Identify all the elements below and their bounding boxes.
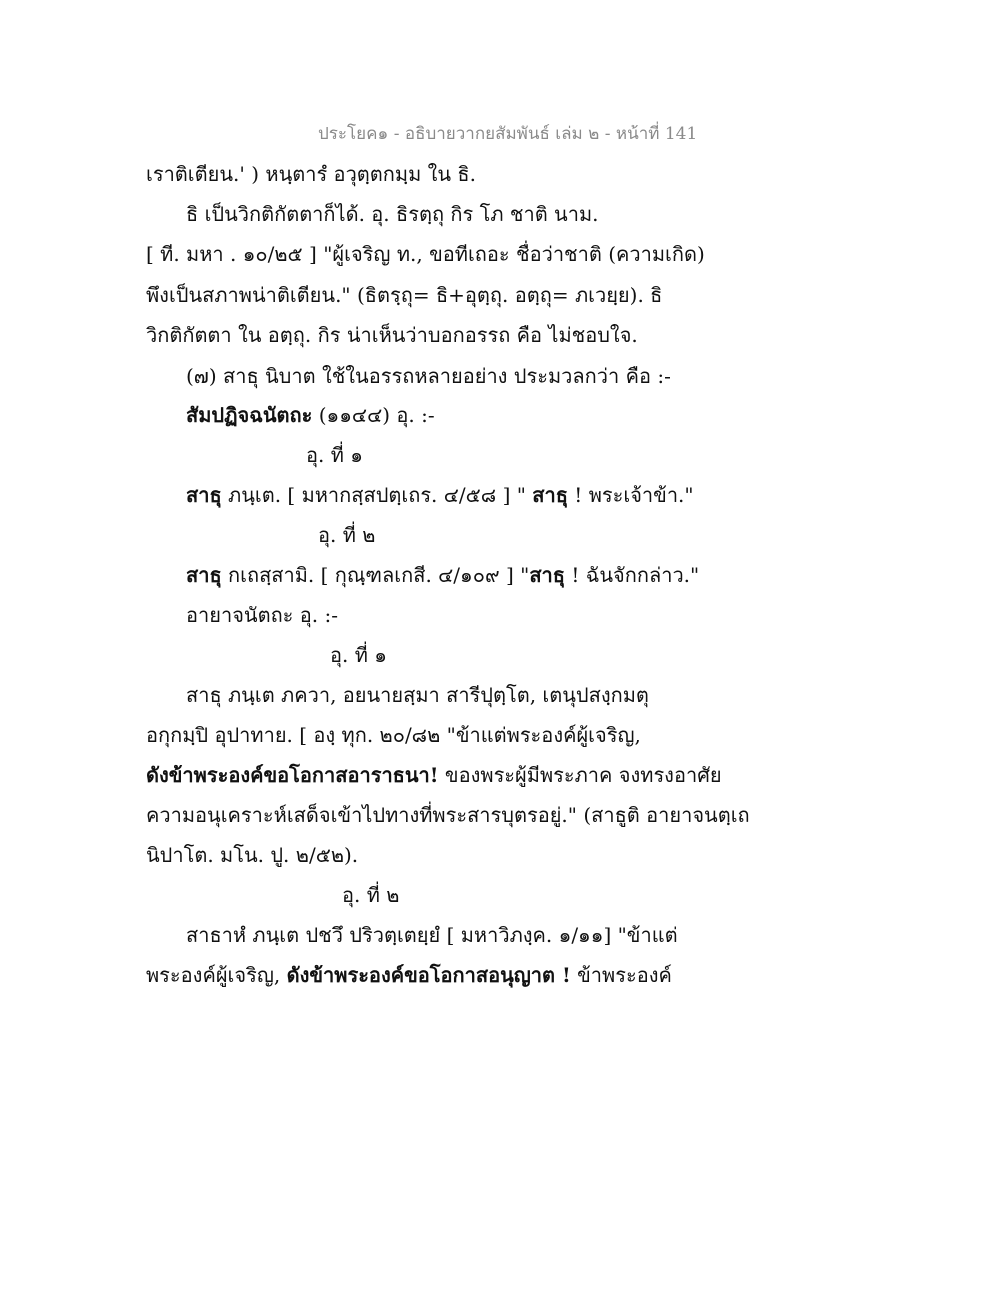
example-label: อุ. ที่ ๑ xyxy=(330,643,387,667)
text-line: [ ที. มหา . ๑๐/๒๕ ] "ผู้เจริญ ท., ขอทีเถอะ ชื่อว่าชาติ (ความเกิด) xyxy=(146,242,705,266)
example-label: อุ. ที่ ๒ xyxy=(318,523,376,547)
text-segment: กเถสฺสามิ. [ กุณฺฑลเกสี. ๔/๑๐๙ ] " xyxy=(221,563,530,587)
bold-phrase: ดังข้าพระองค์ขอโอกาสอนุญาต ! xyxy=(286,963,571,987)
text-segment: ! พระเจ้าข้า." xyxy=(567,483,694,507)
text-line: นิปาโต. มโน. ปู. ๒/๕๒). xyxy=(146,843,359,867)
text-segment: ข้าพระองค์ xyxy=(570,963,672,987)
text-line: ธิ เป็นวิกติกัตตาก็ได้. อุ. ธิรตฺถุ กิร โภ ชาติ นาม. xyxy=(186,202,599,226)
text-line: ความอนุเคราะห์เสด็จเข้าไปทางที่พระสารบุตรอยู่." (สาธูติ อายาจนตฺเถ xyxy=(146,803,750,827)
text-line xyxy=(186,561,699,589)
example-label: อุ. ที่ ๒ xyxy=(342,883,400,907)
text-line: พึงเป็นสภาพน่าติเตียน." (ธิตรฺถุ= ธิ+อุตฺถุ. อตฺถุ= ภเวยฺย). ธิ xyxy=(146,283,663,307)
bold-phrase: ดังข้าพระองค์ขอโอกาสอาราธนา! xyxy=(146,763,439,787)
text-segment: พระองค์ผู้เจริญ, xyxy=(146,963,287,987)
text-segment: ภนฺเต. [ มหากสฺสปตฺเถร. ๔/๕๘ ] " xyxy=(221,483,533,507)
text-line: อายาจนัตถะ อุ. :- xyxy=(186,603,339,627)
section-heading-line xyxy=(186,401,435,429)
text-line: สาธาหํ ภนฺเต ปชวึ ปริวตฺเตยฺยํ [ มหาวิภงฺค. ๑/๑๑] "ข้าแต่ xyxy=(186,923,678,947)
section-heading: สัมปฏิจฉนัตถะ xyxy=(186,403,313,427)
text-line: สาธุ ภนฺเต ภควา, อยนายสฺมา สารีปุตฺโต, เตนุปสงฺกมตุ xyxy=(186,683,649,707)
bold-term: สาธุ xyxy=(186,563,222,587)
bold-term: สาธุ xyxy=(532,483,568,507)
text-line: (๗) สาธุ นิบาต ใช้ในอรรถหลายอย่าง ประมวลกว่า คือ :- xyxy=(186,364,671,388)
text-line: อกุกมฺปิ อุปาทาย. [ องฺ ทุก. ๒๐/๘๒ "ข้าแต่พระองค์ผู้เจริญ, xyxy=(146,723,641,747)
text-segment: ของพระผู้มีพระภาค จงทรงอาศัย xyxy=(438,763,722,787)
bold-term: สาธุ xyxy=(529,563,565,587)
page-header: ประโยค๑ - อธิบายวากยสัมพันธ์ เล่ม ๒ - หน้าที่ 141 xyxy=(318,124,698,144)
text-line xyxy=(186,481,694,509)
text-segment: ! ฉันจักกล่าว." xyxy=(564,563,700,587)
text-line: เราติเตียน.' ) หนฺตารํ อวุตฺตกมฺม ใน ธิ. xyxy=(146,162,476,186)
text-segment: (๑๑๔๔) อุ. :- xyxy=(312,403,435,427)
text-line xyxy=(146,761,722,789)
bold-term: สาธุ xyxy=(186,483,222,507)
text-line: วิกติกัตตา ใน อตฺถุ. กิร น่าเห็นว่าบอกอรรถ คือ ไม่ชอบใจ. xyxy=(146,323,638,347)
example-label: อุ. ที่ ๑ xyxy=(306,443,363,467)
text-line xyxy=(146,961,672,989)
